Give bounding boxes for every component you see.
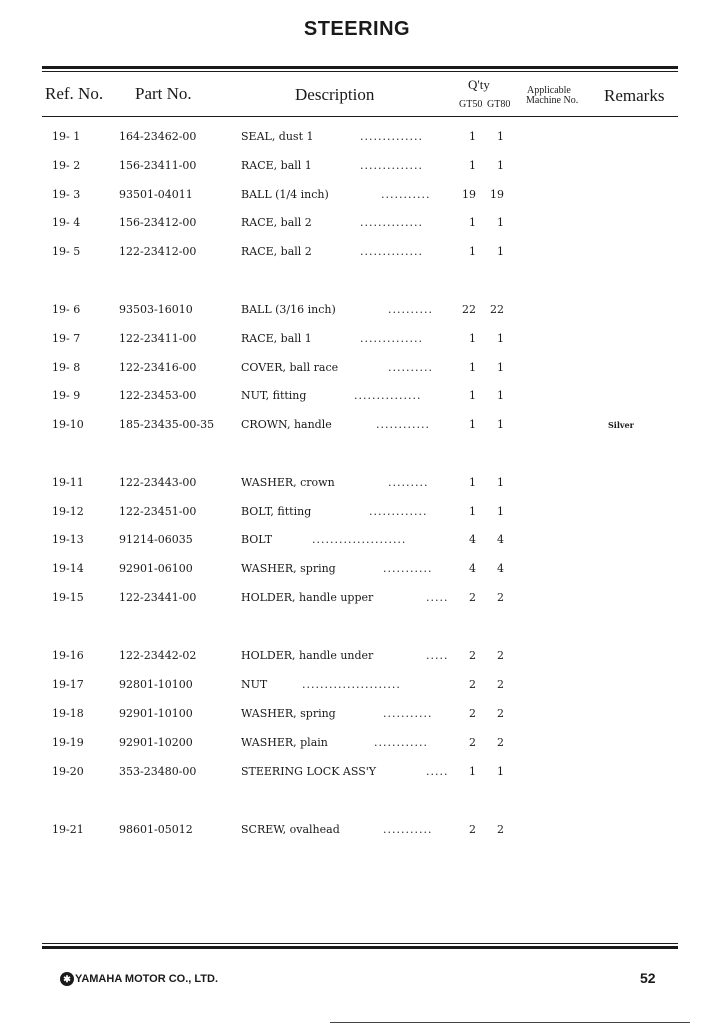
- leader-dots: ...........: [383, 562, 433, 575]
- qty-gt50-cell: 1: [469, 361, 476, 374]
- ref-no-cell: 19-12: [52, 505, 84, 518]
- description-cell: CROWN, handle: [241, 418, 332, 431]
- table-row: [0, 649, 714, 669]
- table-row: [0, 678, 714, 698]
- header-bottom-rule: [42, 116, 678, 117]
- part-no-cell: 122-23411-00: [119, 332, 197, 345]
- part-no-cell: 93503-16010: [119, 303, 193, 316]
- qty-gt50-cell: 22: [462, 303, 476, 316]
- description-cell: WASHER, crown: [241, 476, 335, 489]
- description-cell: WASHER, plain: [241, 736, 328, 749]
- description-cell: WASHER, spring: [241, 562, 336, 575]
- qty-gt80-cell: 2: [497, 649, 504, 662]
- ref-no-cell: 19-11: [52, 476, 84, 489]
- table-row: [0, 476, 714, 496]
- qty-gt80-cell: 2: [497, 591, 504, 604]
- header-remarks: Remarks: [604, 86, 665, 105]
- header-description: Description: [295, 85, 375, 104]
- part-no-cell: 122-23443-00: [119, 476, 197, 489]
- qty-gt80-cell: 22: [490, 303, 504, 316]
- qty-gt80-cell: 4: [497, 533, 504, 546]
- qty-gt50-cell: 2: [469, 707, 476, 720]
- table-row: [0, 505, 714, 525]
- description-cell: WASHER, spring: [241, 707, 336, 720]
- qty-gt50-cell: 2: [469, 736, 476, 749]
- leader-dots: ............: [374, 736, 428, 749]
- part-no-cell: 122-23416-00: [119, 361, 197, 374]
- description-cell: HOLDER, handle upper: [241, 591, 374, 604]
- description-cell: NUT, fitting: [241, 389, 307, 402]
- qty-gt50-cell: 4: [469, 533, 476, 546]
- header-top-rule: [42, 66, 678, 69]
- header-qty-gt50: GT50: [459, 99, 483, 110]
- part-no-cell: 156-23412-00: [119, 216, 197, 229]
- ref-no-cell: 19-19: [52, 736, 84, 749]
- table-row: [0, 245, 714, 265]
- ref-no-cell: 19-10: [52, 418, 84, 431]
- qty-gt50-cell: 1: [469, 765, 476, 778]
- table-row: [0, 765, 714, 785]
- leader-dots: ..............: [360, 245, 423, 258]
- qty-gt50-cell: 4: [469, 562, 476, 575]
- qty-gt80-cell: 1: [497, 361, 504, 374]
- ref-no-cell: 19-13: [52, 533, 84, 546]
- description-cell: RACE, ball 1: [241, 159, 312, 172]
- qty-gt50-cell: 2: [469, 823, 476, 836]
- ref-no-cell: 19-18: [52, 707, 84, 720]
- ref-no-cell: 19- 4: [52, 216, 81, 229]
- description-cell: RACE, ball 2: [241, 216, 312, 229]
- description-cell: RACE, ball 1: [241, 332, 312, 345]
- table-row: [0, 130, 714, 150]
- qty-gt50-cell: 1: [469, 476, 476, 489]
- company-name: YAMAHA MOTOR CO., LTD.: [75, 973, 218, 985]
- description-cell: SCREW, ovalhead: [241, 823, 340, 836]
- qty-gt50-cell: 2: [469, 649, 476, 662]
- qty-gt80-cell: 4: [497, 562, 504, 575]
- ref-no-cell: 19-20: [52, 765, 84, 778]
- ref-no-cell: 19-21: [52, 823, 84, 836]
- description-cell: STEERING LOCK ASS'Y: [241, 765, 377, 778]
- leader-dots: .....: [426, 649, 449, 662]
- table-row: [0, 707, 714, 727]
- part-no-cell: 93501-04011: [119, 188, 193, 201]
- qty-gt50-cell: 1: [469, 130, 476, 143]
- leader-dots: ..............: [360, 216, 423, 229]
- leader-dots: ...........: [381, 188, 431, 201]
- header-applicable: Applicable: [527, 85, 571, 96]
- leader-dots: ............: [376, 418, 430, 431]
- ref-no-cell: 19-16: [52, 649, 84, 662]
- table-row: [0, 361, 714, 381]
- description-cell: RACE, ball 2: [241, 245, 312, 258]
- table-row: [0, 389, 714, 409]
- leader-dots: ......................: [302, 678, 401, 691]
- part-no-cell: 91214-06035: [119, 533, 193, 546]
- ref-no-cell: 19- 6: [52, 303, 81, 316]
- qty-gt50-cell: 1: [469, 389, 476, 402]
- ref-no-cell: 19- 7: [52, 332, 81, 345]
- qty-gt80-cell: 1: [497, 245, 504, 258]
- page-number: 52: [640, 970, 656, 986]
- leader-dots: .....................: [312, 533, 407, 546]
- part-no-cell: 92801-10100: [119, 678, 193, 691]
- leader-dots: ...........: [383, 823, 433, 836]
- qty-gt50-cell: 2: [469, 678, 476, 691]
- description-cell: HOLDER, handle under: [241, 649, 374, 662]
- qty-gt80-cell: 2: [497, 736, 504, 749]
- table-row: [0, 303, 714, 323]
- qty-gt50-cell: 2: [469, 591, 476, 604]
- table-row: [0, 823, 714, 843]
- qty-gt50-cell: 1: [469, 216, 476, 229]
- part-no-cell: 122-23451-00: [119, 505, 197, 518]
- table-row: [0, 591, 714, 611]
- table-row: [0, 562, 714, 582]
- part-no-cell: 122-23412-00: [119, 245, 197, 258]
- ref-no-cell: 19- 2: [52, 159, 81, 172]
- ref-no-cell: 19-15: [52, 591, 84, 604]
- qty-gt80-cell: 1: [497, 476, 504, 489]
- leader-dots: .............: [369, 505, 428, 518]
- qty-gt50-cell: 19: [462, 188, 476, 201]
- ref-no-cell: 19-17: [52, 678, 84, 691]
- table-row: [0, 216, 714, 236]
- ref-no-cell: 19- 5: [52, 245, 81, 258]
- qty-gt80-cell: 1: [497, 216, 504, 229]
- description-cell: COVER, ball race: [241, 361, 339, 374]
- page-title: STEERING: [303, 18, 411, 40]
- company-logo: [60, 972, 218, 986]
- qty-gt50-cell: 1: [469, 245, 476, 258]
- leader-dots: ..........: [388, 361, 433, 374]
- part-no-cell: 164-23462-00: [119, 130, 197, 143]
- header-machine-no: Machine No.: [526, 95, 579, 106]
- qty-gt80-cell: 2: [497, 823, 504, 836]
- leader-dots: .....: [426, 765, 449, 778]
- leader-dots: ...........: [383, 707, 433, 720]
- qty-gt80-cell: 1: [497, 765, 504, 778]
- part-no-cell: 98601-05012: [119, 823, 193, 836]
- leader-dots: ...............: [354, 389, 422, 402]
- leader-dots: ..............: [360, 159, 423, 172]
- header-ref-no: Ref. No.: [45, 84, 104, 103]
- leader-dots: .....: [426, 591, 449, 604]
- leader-dots: ..............: [360, 130, 423, 143]
- description-cell: BOLT, fitting: [241, 505, 312, 518]
- part-no-cell: 92901-10200: [119, 736, 193, 749]
- qty-gt50-cell: 1: [469, 505, 476, 518]
- ref-no-cell: 19-14: [52, 562, 84, 575]
- header-qty-gt80: GT80: [487, 99, 511, 110]
- ref-no-cell: 19- 8: [52, 361, 81, 374]
- part-no-cell: 156-23411-00: [119, 159, 197, 172]
- qty-gt80-cell: 1: [497, 130, 504, 143]
- ref-no-cell: 19- 1: [52, 130, 81, 143]
- leader-dots: ..............: [360, 332, 423, 345]
- header-qty: Q'ty: [468, 77, 490, 92]
- qty-gt80-cell: 2: [497, 678, 504, 691]
- header-part-no: Part No.: [135, 84, 192, 103]
- table-row: [0, 159, 714, 179]
- part-no-cell: 353-23480-00: [119, 765, 197, 778]
- part-no-cell: 122-23441-00: [119, 591, 197, 604]
- part-no-cell: 92901-10100: [119, 707, 193, 720]
- remarks-cell: Silver: [608, 420, 634, 430]
- footer-rule: [42, 946, 678, 949]
- footer-rule-thin: [42, 943, 678, 944]
- qty-gt80-cell: 1: [497, 505, 504, 518]
- table-row: [0, 533, 714, 553]
- ref-no-cell: 19- 3: [52, 188, 81, 201]
- leader-dots: ..........: [388, 303, 433, 316]
- description-cell: BALL (3/16 inch): [241, 303, 336, 316]
- qty-gt80-cell: 1: [497, 159, 504, 172]
- qty-gt80-cell: 1: [497, 332, 504, 345]
- qty-gt80-cell: 1: [497, 418, 504, 431]
- description-cell: BOLT: [241, 533, 273, 546]
- table-row: [0, 418, 714, 438]
- part-no-cell: 92901-06100: [119, 562, 193, 575]
- qty-gt80-cell: 2: [497, 707, 504, 720]
- scan-edge-line: [330, 1022, 690, 1023]
- description-cell: NUT: [241, 678, 268, 691]
- qty-gt50-cell: 1: [469, 418, 476, 431]
- qty-gt50-cell: 1: [469, 332, 476, 345]
- leader-dots: .........: [388, 476, 429, 489]
- part-no-cell: 185-23435-00-35: [119, 418, 215, 431]
- table-row: [0, 188, 714, 208]
- qty-gt80-cell: 19: [490, 188, 504, 201]
- table-row: [0, 736, 714, 756]
- part-no-cell: 122-23442-02: [119, 649, 197, 662]
- qty-gt80-cell: 1: [497, 389, 504, 402]
- ref-no-cell: 19- 9: [52, 389, 81, 402]
- description-cell: BALL (1/4 inch): [241, 188, 329, 201]
- qty-gt50-cell: 1: [469, 159, 476, 172]
- description-cell: SEAL, dust 1: [241, 130, 314, 143]
- table-row: [0, 332, 714, 352]
- part-no-cell: 122-23453-00: [119, 389, 197, 402]
- yamaha-emblem-icon: ✱: [60, 972, 74, 986]
- header-top-rule-thin: [42, 71, 678, 72]
